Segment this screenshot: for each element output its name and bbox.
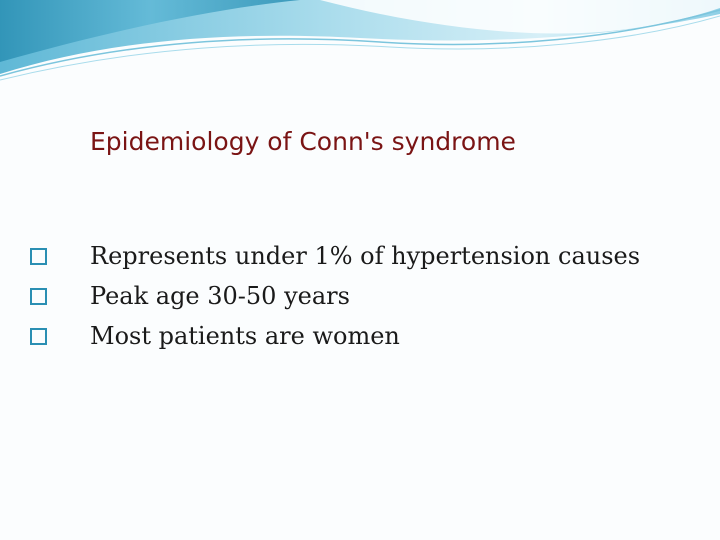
slide-title: Epidemiology of Conn's syndrome bbox=[90, 127, 516, 156]
list-item bbox=[28, 236, 640, 276]
bullet-list bbox=[28, 236, 640, 356]
bullet-text: Represents under 1% of hypertension causes bbox=[90, 242, 641, 270]
bullet-text: Peak age 30-50 years bbox=[90, 282, 350, 310]
top-wave-decoration bbox=[0, 0, 720, 90]
square-bullet-icon bbox=[30, 248, 47, 265]
list-item bbox=[28, 316, 640, 356]
square-bullet-icon bbox=[30, 328, 47, 345]
list-item bbox=[28, 276, 640, 316]
bullet-text: Most patients are women bbox=[90, 322, 400, 350]
square-bullet-icon bbox=[30, 288, 47, 305]
